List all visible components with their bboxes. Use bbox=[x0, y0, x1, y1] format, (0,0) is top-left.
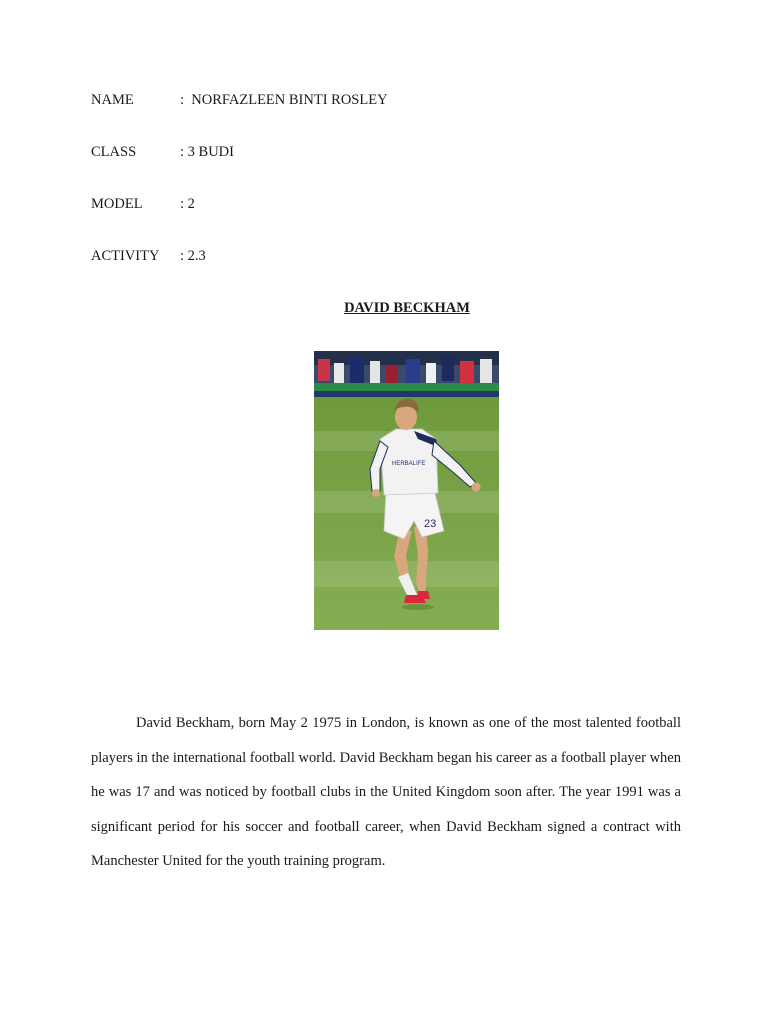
paragraph-text: David Beckham, born May 2 1975 in London, is known as one of the most talented football players in the international football world. David Beckham began his career as a football player when he was 17 and was noticed by football clubs in the United Kingdom soon after. The year 1991 was a significant period for his soccer and football career, when David Beckham signed a contract with Manchester United for the youth training program. bbox=[91, 715, 681, 870]
class-label: CLASS bbox=[91, 144, 137, 160]
jersey-number: 23 bbox=[424, 518, 437, 530]
activity-label: ACTIVITY bbox=[91, 248, 160, 264]
name-label: NAME bbox=[91, 92, 134, 108]
activity-value: 2.3 bbox=[187, 248, 206, 264]
model-value: 2 bbox=[187, 196, 195, 212]
class-separator: : bbox=[180, 144, 185, 160]
info-row-class bbox=[91, 143, 234, 161]
name-value: NORFAZLEEN BINTI ROSLEY bbox=[191, 92, 388, 108]
model-separator: : bbox=[180, 196, 185, 212]
body-paragraph bbox=[91, 706, 681, 879]
info-row-model bbox=[91, 195, 195, 213]
info-row-activity bbox=[91, 247, 206, 265]
name-separator: : bbox=[180, 92, 185, 108]
jersey-sponsor: HERBALIFE bbox=[392, 461, 426, 467]
document-title: DAVID BECKHAM bbox=[344, 300, 470, 316]
model-label: MODEL bbox=[91, 196, 143, 212]
class-value: 3 BUDI bbox=[187, 144, 234, 160]
activity-separator: : bbox=[180, 248, 185, 264]
info-row-name bbox=[91, 91, 388, 109]
player-photo bbox=[314, 351, 499, 630]
